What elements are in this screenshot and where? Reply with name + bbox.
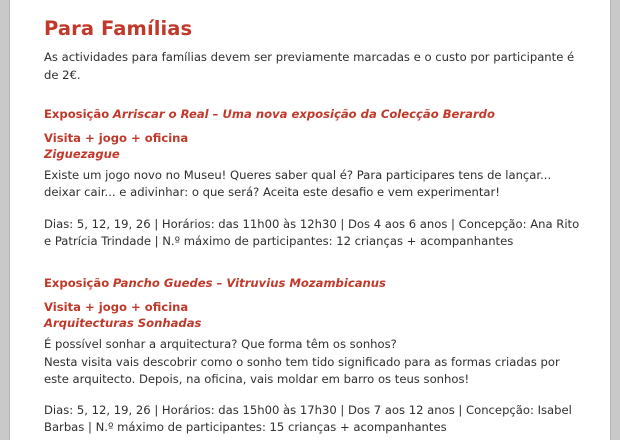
activity-title: Arquitecturas Sonhadas <box>44 315 202 330</box>
activity-description: É possível sonhar a arquitectura? Que forma têm os sonhos? <box>44 337 397 352</box>
page-right-margin <box>610 0 620 440</box>
page-right-margin-rule <box>610 0 611 440</box>
exhibition-name: Arriscar o Real – Uma nova exposição da Colecção Berardo <box>112 106 495 121</box>
activity-section <box>44 275 582 436</box>
exhibition-line <box>44 275 582 291</box>
activity-title: Ziguezague <box>44 146 120 161</box>
activity-type: Visita + jogo + oficina <box>44 300 189 315</box>
exhibition-name: Pancho Guedes – Vitruvius Mozambicanus <box>112 275 386 290</box>
page-title: Para Famílias <box>44 17 193 40</box>
activity-section <box>44 106 582 250</box>
activity-description: Existe um jogo novo no Museu! Queres saber qual é? Para participares tens de lançar... deixar cair... e adivinhar: o que será? Aceita este desafio e vem experimentar! <box>44 168 552 200</box>
exhibition-label: Exposição <box>44 275 110 290</box>
document-content <box>11 0 609 440</box>
exhibition-line <box>44 106 582 122</box>
page-left-margin-rule <box>9 0 10 440</box>
exhibition-label: Exposição <box>44 106 110 121</box>
intro-paragraph: As actividades para famílias devem ser previamente marcadas e o custo por participante é de 2€. <box>44 50 575 82</box>
activity-description: Nesta visita vais descobrir como o sonho tem tido significado para as formas criadas por este arquitecto. Depois, na oficina, vais moldar em barro os teus sonhos! <box>44 354 560 386</box>
activity-details: Dias: 5, 12, 19, 26 | Horários: das 11h00 às 12h30 | Dos 4 aos 6 anos | Concepção: Ana Rito e Patrícia Trindade | N.º máximo de participantes: 12 crianças + acompanhantes <box>44 216 580 248</box>
activity-type: Visita + jogo + oficina <box>44 130 189 145</box>
activity-details: Dias: 5, 12, 19, 26 | Horários: das 15h00 às 17h30 | Dos 7 aos 12 anos | Concepção: Isabel Barbas | N.º máximo de participantes: 15 crianças + acompanhantes <box>44 402 572 434</box>
page-left-margin <box>0 0 10 440</box>
